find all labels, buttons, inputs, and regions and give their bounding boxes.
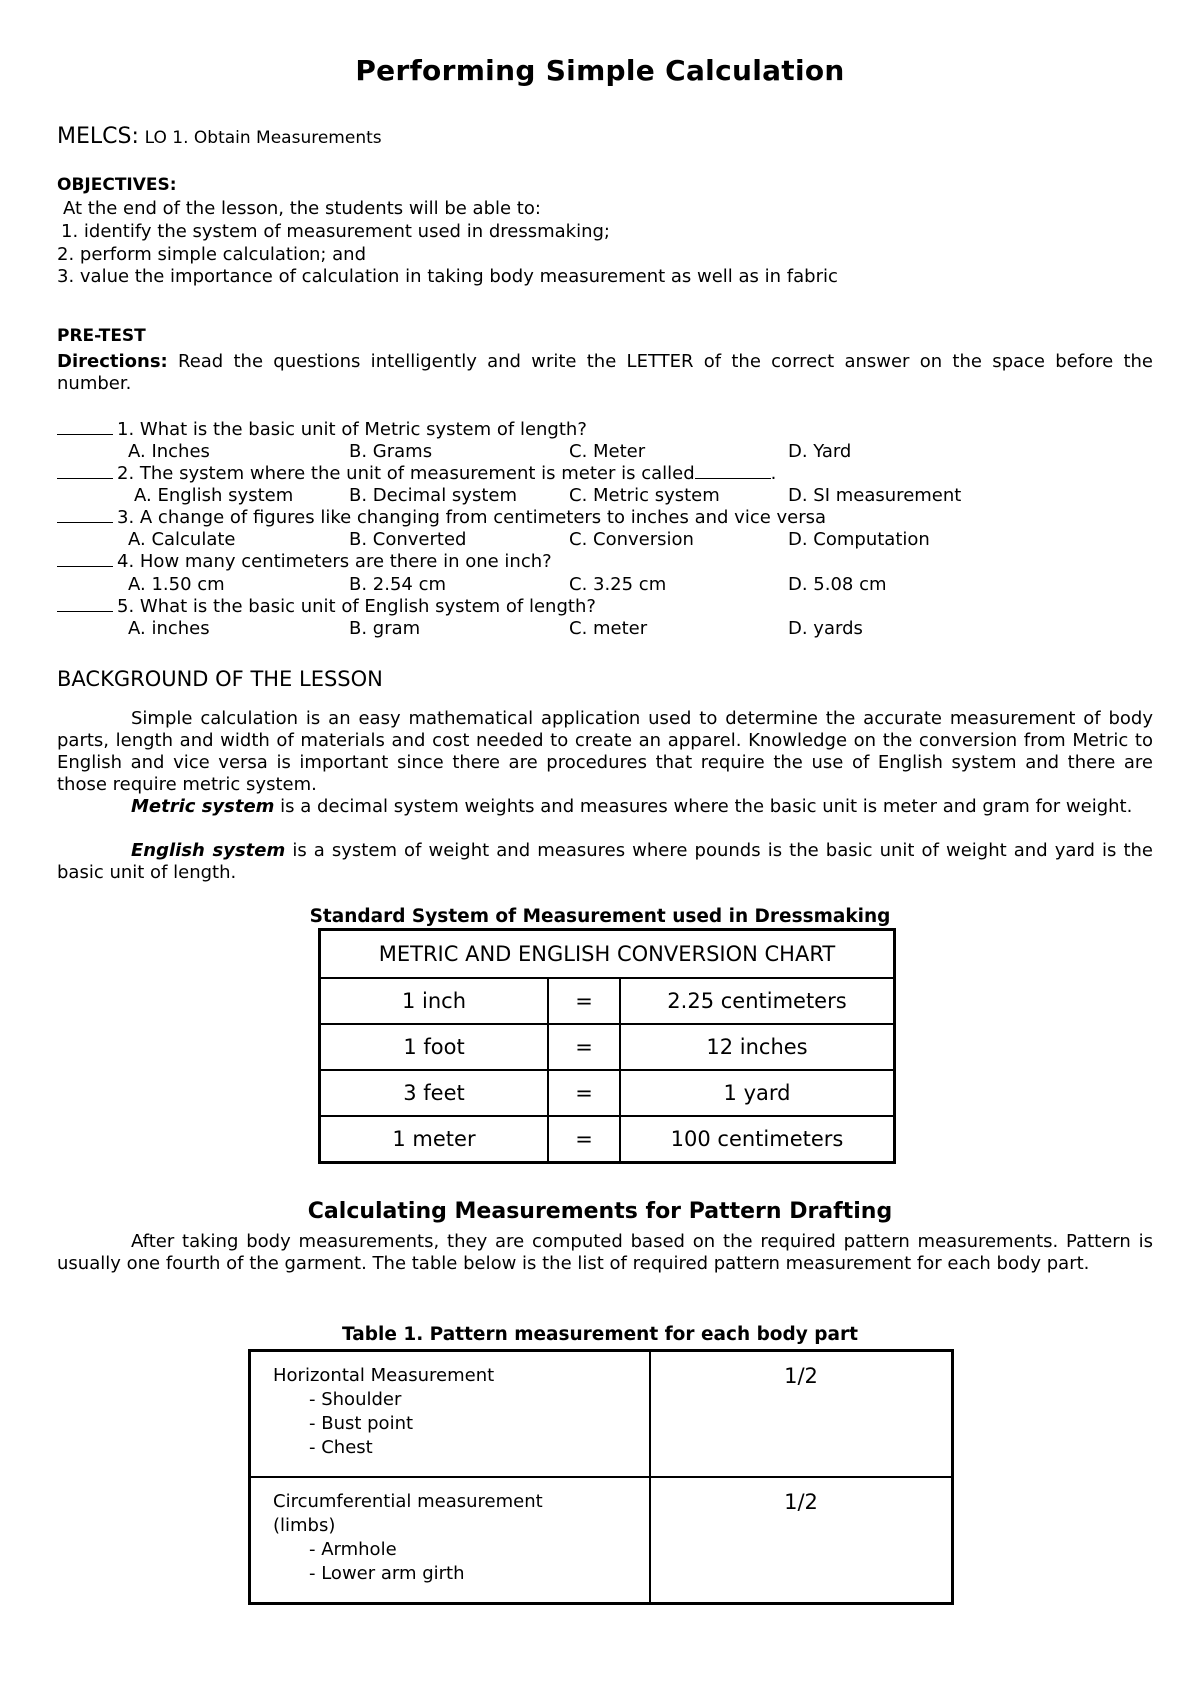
answer-blank[interactable] bbox=[57, 419, 113, 435]
question-4 bbox=[57, 551, 552, 573]
objective-item: 2. perform simple calculation; and bbox=[57, 244, 367, 265]
table-row bbox=[320, 978, 895, 1024]
pattern-heading: Calculating Measurements for Pattern Drafting bbox=[307, 1199, 893, 1224]
objective-item: 1. identify the system of measurement used in dressmaking; bbox=[61, 221, 610, 242]
option: D. 5.08 cm bbox=[788, 574, 887, 595]
conversion-equals: = bbox=[548, 978, 620, 1024]
question-5 bbox=[57, 596, 596, 618]
question-1 bbox=[57, 419, 587, 441]
conversion-left: 1 meter bbox=[320, 1116, 549, 1163]
conversion-right: 12 inches bbox=[620, 1024, 895, 1070]
pattern-row-title: Circumferential measurement (limbs) bbox=[273, 1491, 543, 1536]
page-title: Performing Simple Calculation bbox=[355, 54, 845, 87]
pattern-row-title: Horizontal Measurement bbox=[273, 1365, 495, 1386]
melcs bbox=[57, 124, 382, 149]
conversion-right: 2.25 centimeters bbox=[620, 978, 895, 1024]
question-text-end: . bbox=[770, 463, 777, 484]
answer-blank[interactable] bbox=[57, 507, 113, 523]
pattern-item: - Chest bbox=[309, 1437, 373, 1458]
option: C. Meter bbox=[569, 441, 646, 462]
option: B. Grams bbox=[349, 441, 433, 462]
option: A. English system bbox=[134, 485, 294, 506]
pattern-table-caption: Table 1. Pattern measurement for each body part bbox=[342, 1324, 858, 1345]
melcs-label: MELCS: bbox=[57, 124, 139, 149]
option: C. Conversion bbox=[569, 529, 694, 550]
option: A. inches bbox=[128, 618, 210, 639]
metric-term: Metric system bbox=[131, 796, 275, 817]
conversion-right: 1 yard bbox=[620, 1070, 895, 1116]
question-text: 3. A change of figures like changing from centimeters to inches and vice versa bbox=[117, 507, 827, 528]
table-row bbox=[250, 1351, 953, 1478]
conversion-left: 1 foot bbox=[320, 1024, 549, 1070]
option: C. meter bbox=[569, 618, 648, 639]
table-row bbox=[250, 1477, 953, 1604]
english-text: is a system of weight and measures where pounds is the basic unit of weight and yard is the basic unit of length. bbox=[57, 840, 1153, 883]
pretest-directions bbox=[57, 351, 1153, 395]
conversion-header: METRIC AND ENGLISH CONVERSION CHART bbox=[320, 930, 895, 979]
pattern-text: After taking body measurements, they are computed based on the required pattern measurements. Pattern is usually one fourth of the garment. The table below is the list of required pattern measurement for each body part. bbox=[57, 1231, 1153, 1274]
option: B. 2.54 cm bbox=[349, 574, 447, 595]
question-text: 4. How many centimeters are there in one inch? bbox=[117, 551, 552, 572]
table-row bbox=[320, 1024, 895, 1070]
background-text: Simple calculation is an easy mathematical application used to determine the accurate measurement of body parts, length and width of materials and cost needed to create an apparel. Knowledge on the conversion from Metric to English and vice versa is important since there are procedures that require the use of English system and there are those require metric system. bbox=[57, 708, 1153, 795]
conversion-equals: = bbox=[548, 1070, 620, 1116]
pattern-value: 1/2 bbox=[650, 1351, 953, 1478]
question-text: 2. The system where the unit of measurement is meter is called bbox=[117, 463, 695, 484]
question-3 bbox=[57, 507, 826, 529]
option: B. gram bbox=[349, 618, 421, 639]
directions-text: Read the questions intelligently and write the LETTER of the correct answer on the space before the number. bbox=[57, 351, 1153, 394]
option: A. Calculate bbox=[128, 529, 236, 550]
conversion-equals: = bbox=[548, 1116, 620, 1163]
pattern-paragraph bbox=[57, 1231, 1153, 1275]
answer-blank[interactable] bbox=[57, 551, 113, 567]
pattern-item: - Lower arm girth bbox=[309, 1563, 465, 1584]
option: B. Decimal system bbox=[349, 485, 517, 506]
background-heading: BACKGROUND OF THE LESSON bbox=[57, 667, 383, 691]
question-text: 1. What is the basic unit of Metric system of length? bbox=[117, 419, 587, 440]
option: C. 3.25 cm bbox=[569, 574, 667, 595]
objective-item: 3. value the importance of calculation in taking body measurement as well as in fabric bbox=[57, 266, 838, 287]
objectives-intro: At the end of the lesson, the students will be able to: bbox=[63, 198, 541, 219]
pattern-table bbox=[248, 1349, 954, 1605]
pattern-label-cell bbox=[250, 1477, 651, 1604]
english-term: English system bbox=[131, 840, 286, 861]
option: B. Converted bbox=[349, 529, 467, 550]
answer-blank[interactable] bbox=[57, 463, 113, 479]
option: D. Computation bbox=[788, 529, 930, 550]
melcs-text: LO 1. Obtain Measurements bbox=[144, 128, 382, 148]
pattern-value: 1/2 bbox=[650, 1477, 953, 1604]
option: D. SI measurement bbox=[788, 485, 962, 506]
pattern-item: - Bust point bbox=[309, 1413, 414, 1434]
fill-in-blank[interactable] bbox=[695, 463, 771, 479]
metric-definition bbox=[57, 796, 1153, 818]
option: D. yards bbox=[788, 618, 863, 639]
conversion-table bbox=[318, 928, 896, 1164]
question-2 bbox=[57, 463, 776, 485]
conversion-caption: Standard System of Measurement used in Dressmaking bbox=[309, 906, 891, 927]
conversion-left: 3 feet bbox=[320, 1070, 549, 1116]
pretest-heading: PRE-TEST bbox=[57, 326, 146, 346]
background-paragraph bbox=[57, 708, 1153, 796]
english-definition bbox=[57, 840, 1153, 884]
conversion-left: 1 inch bbox=[320, 978, 549, 1024]
conversion-right: 100 centimeters bbox=[620, 1116, 895, 1163]
option: A. 1.50 cm bbox=[128, 574, 225, 595]
pattern-label-cell bbox=[250, 1351, 651, 1478]
table-row bbox=[320, 1070, 895, 1116]
pattern-item: - Armhole bbox=[309, 1539, 397, 1560]
option: D. Yard bbox=[788, 441, 852, 462]
conversion-equals: = bbox=[548, 1024, 620, 1070]
table-row bbox=[320, 1116, 895, 1163]
pattern-item: - Shoulder bbox=[309, 1389, 402, 1410]
answer-blank[interactable] bbox=[57, 596, 113, 612]
question-text: 5. What is the basic unit of English system of length? bbox=[117, 596, 596, 617]
objectives-heading: OBJECTIVES: bbox=[57, 175, 177, 195]
option: A. Inches bbox=[128, 441, 210, 462]
directions-label: Directions: bbox=[57, 351, 168, 372]
option: C. Metric system bbox=[569, 485, 720, 506]
metric-text: is a decimal system weights and measures where the basic unit is meter and gram for weight. bbox=[274, 796, 1133, 817]
